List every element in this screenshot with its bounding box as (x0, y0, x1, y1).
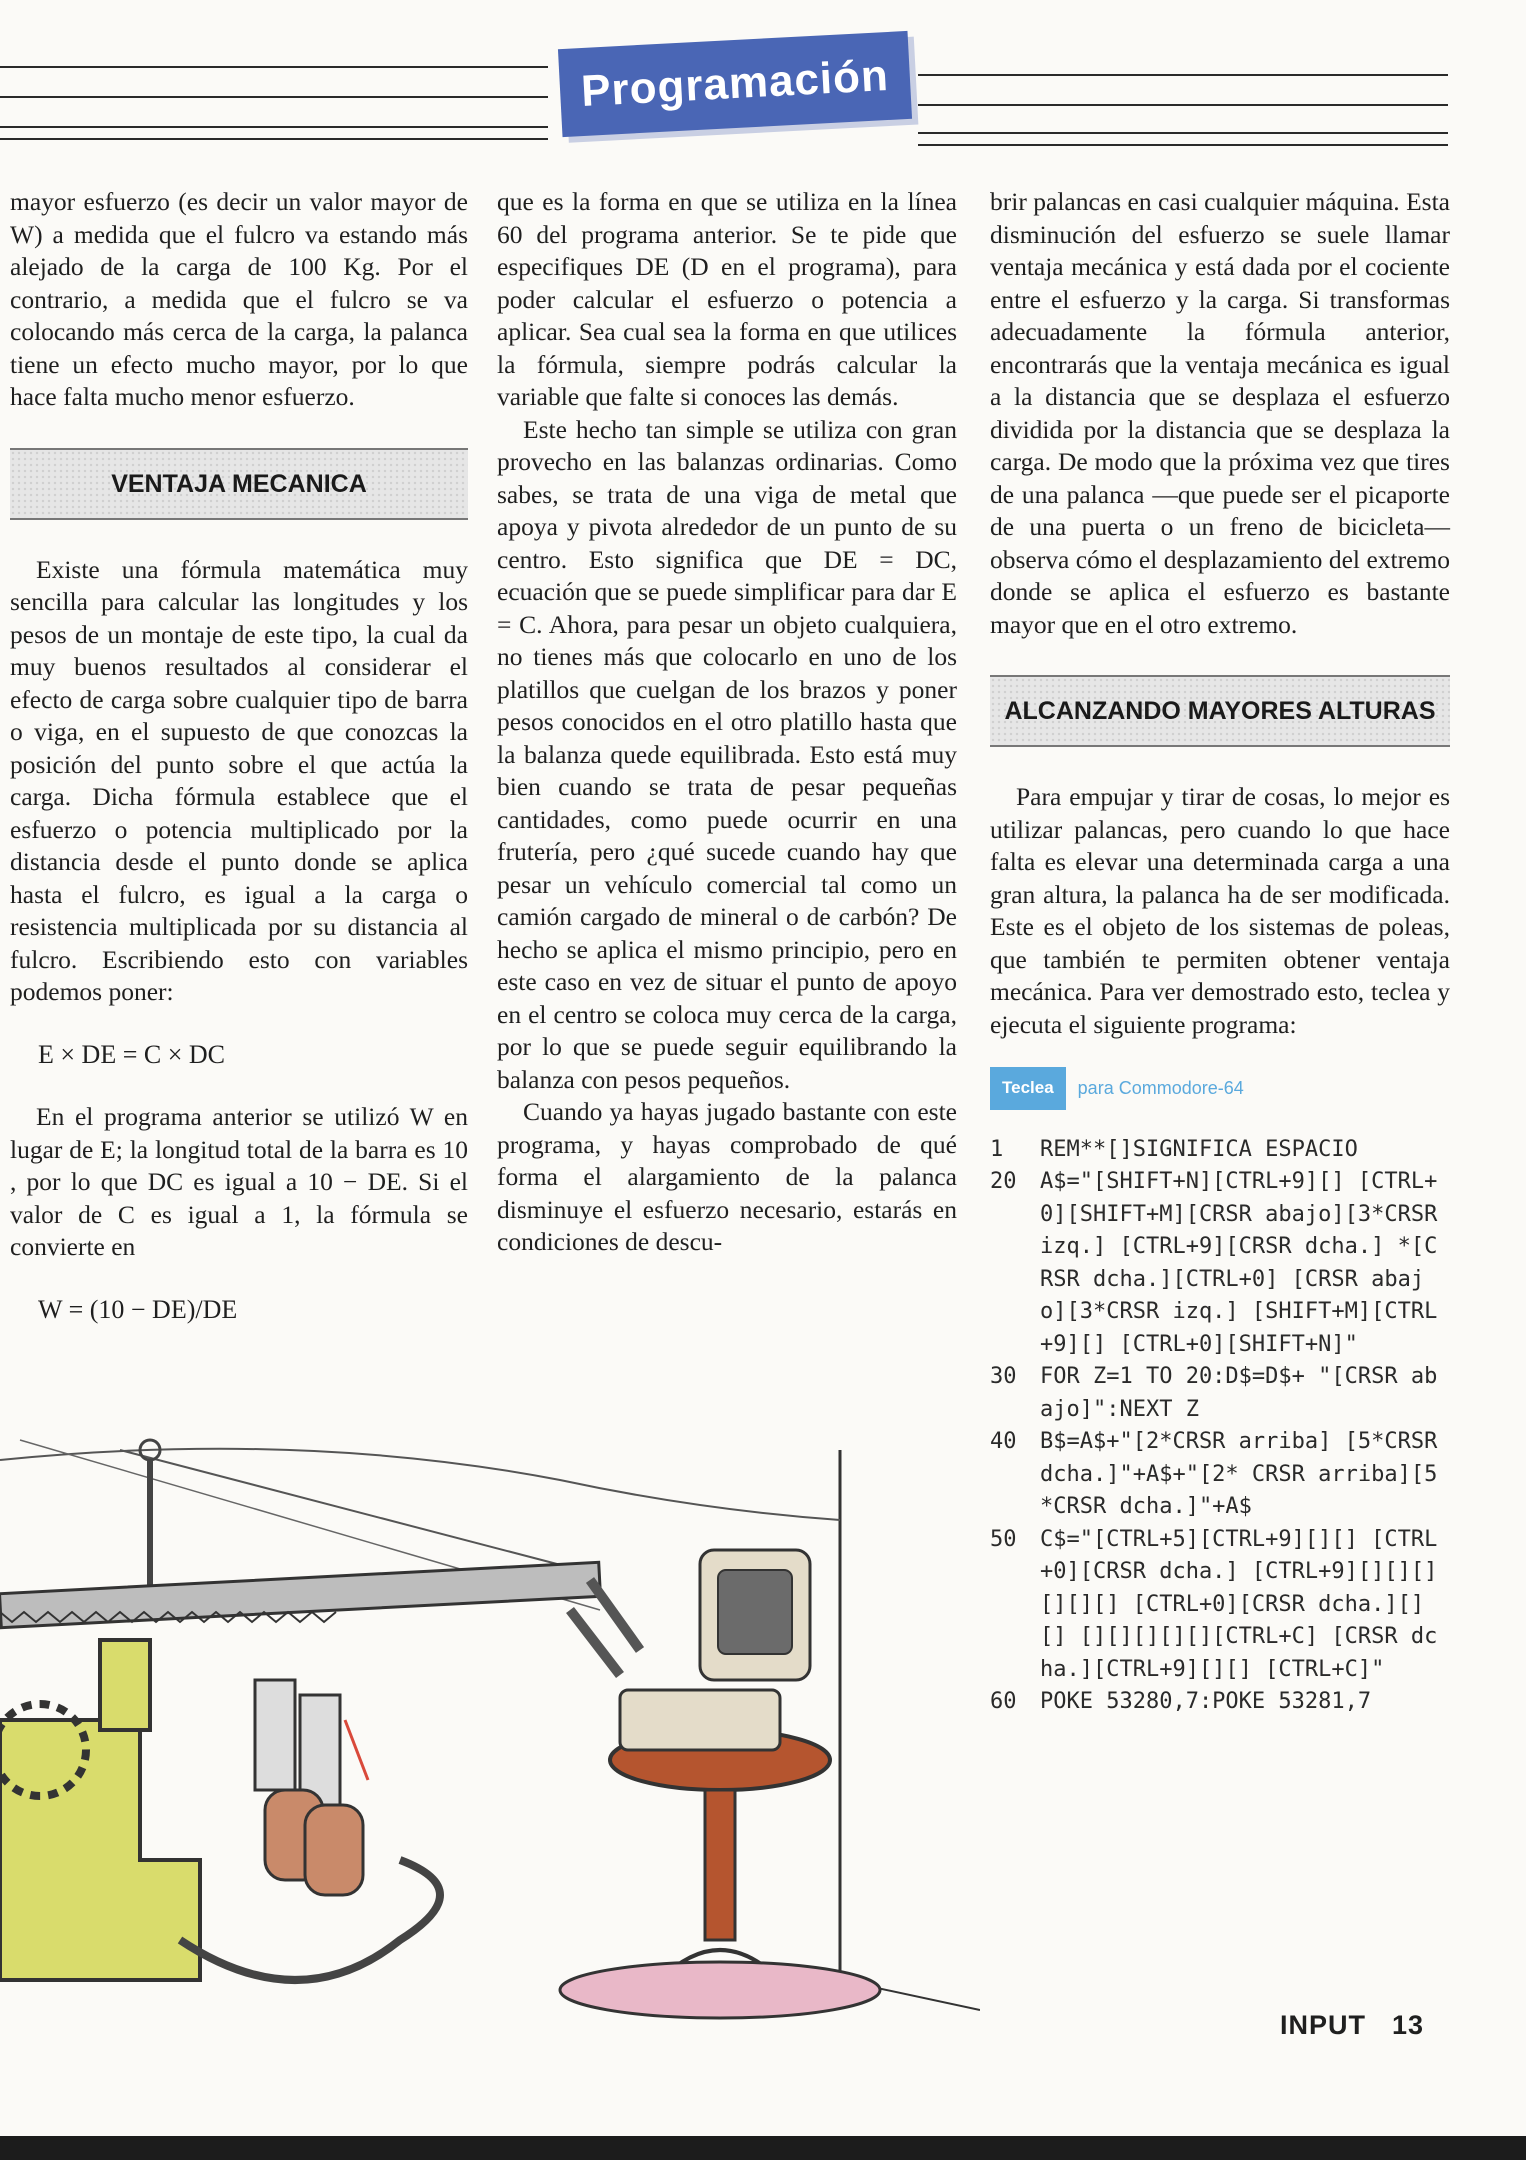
code-line-number: 30 (990, 1364, 1017, 1389)
section-badge (558, 31, 912, 137)
code-line (990, 1686, 1450, 1719)
magazine-name: INPUT (1280, 2010, 1366, 2040)
code-line-number: 20 (990, 1169, 1017, 1194)
formula: E × DE = C × DC (38, 1039, 225, 1069)
code-line-text: FOR Z=1 TO 20:D$=D$+ "[CRSR abajo]":NEXT Z (1040, 1364, 1438, 1422)
section-title: Programación (579, 50, 890, 117)
paragraph: brir palancas en casi cualquier máquina. Esta disminución del esfuerzo se suele llamar ventaja mecánica y está dada por el cociente entre el esfuerzo y la carga. Si transformas adecuadamente la fórmula anterior, encontrarás que la ventaja mecánica es igual a la distancia que se desplaza el esfuerzo dividida por la distancia que se desplaza la carga. De modo que la próxima vez que tires de una palanca —que puede ser el picaporte de una puerta o un freno de bicicleta— observa cómo el desplazamiento del extremo donde se aplica el esfuerzo es bastante mayor que en el otro extremo. (990, 187, 1450, 639)
tag-label: Teclea (990, 1067, 1066, 1110)
code-line-number: 1 (990, 1136, 1004, 1162)
header-rule (918, 74, 1448, 76)
program-tag (990, 1067, 1450, 1110)
machine-body (0, 1720, 200, 1980)
code-line (990, 1134, 1450, 1167)
section-heading-alturas: ALCANZANDO MAYORES ALTURAS (990, 675, 1450, 747)
code-line (990, 1426, 1450, 1524)
code-line (990, 1166, 1450, 1361)
header-rule (0, 126, 548, 128)
page-number: 13 (1392, 2010, 1425, 2040)
page-footer (1280, 2010, 1424, 2041)
code-line-text: C$="[CTRL+5][CTRL+9][][] [CTRL+0][CRSR dcha.] [CTRL+9][][][][][][] [CTRL+0][CRSR dcha.][][] [][][][][][CTRL+C] [CRSR dcha.][CTRL+9][][] [CTRL+C]" (1040, 1526, 1438, 1682)
formula: W = (10 − DE)/DE (38, 1294, 238, 1324)
code-line-text: A$="[SHIFT+N][CTRL+9][] [CTRL+0][SHIFT+M][CRSR abajo][3*CRSR izq.] [CTRL+9][CRSR dcha.] *[CRSR dcha.][CTRL+0] [CRSR abajo][3*CRSR izq.] [SHIFT+M][CTRL+9][] [CTRL+0][SHIFT+N]" (1040, 1169, 1451, 1357)
monitor-screen (718, 1570, 792, 1654)
paragraph: mayor esfuerzo (es decir un valor mayor de W) a medida que el fulcro va estando más alejado de la carga de 100 Kg. Por el contrario, a medida que el fulcro se va colocando más cerca de la carga, la palanca tiene un efecto mucho mayor, por lo que hace falta mucho menor esfuerzo. (10, 187, 468, 411)
section-heading-ventaja: VENTAJA MECANICA (10, 448, 468, 520)
page-edge (0, 2136, 1526, 2160)
weight (305, 1805, 363, 1895)
header-rule (0, 96, 548, 98)
spring (255, 1680, 295, 1790)
paragraph: que es la forma en que se utiliza en la línea 60 del programa anterior. Se te pide que especifiques DE (D en el programa), para poder calcular el esfuerzo o potencia a aplicar. Sea cual sea la forma en que utilices la fórmula, siempre podrás calcular la variable que falte si conoces las demás. (497, 187, 957, 411)
code-line-text: B$=A$+"[2*CRSR arriba] [5*CRSR dcha.]"+A$+"[2* CRSR arriba][5*CRSR dcha.]"+A$ (1040, 1429, 1451, 1519)
code-line-number: 50 (990, 1526, 1017, 1552)
code-line-text: REM**[]SIGNIFICA ESPACIO (1040, 1136, 1358, 1162)
header-rule (918, 144, 1448, 146)
paragraph: Existe una fórmula matemática muy sencilla para calcular las longitudes y los pesos de un montaje de este tipo, la cual da muy buenos resultados al considerar el efecto de carga sobre cualquier tipo de barra o viga, en el supuesto de que conozcas la posición del punto sobre el que actúa la carga. Dicha fórmula establece que el esfuerzo o potencia multiplicado por la distancia desde el punto donde se aplica hasta el fulcro, es igual a la carga o resistencia multiplicada por su distancia al fulcro. Escribiendo esto con variables podemos poner: (10, 554, 468, 1006)
movement-arrow (345, 1720, 368, 1780)
wire (120, 1450, 580, 1570)
spring (300, 1695, 340, 1805)
code-line (990, 1524, 1450, 1687)
code-line-text: POKE 53280,7:POKE 53281,7 (1040, 1689, 1372, 1714)
column-3 (990, 186, 1450, 1719)
header-rule (918, 132, 1448, 134)
code-line-number: 60 (990, 1689, 1017, 1714)
lever-machine-illustration (0, 1420, 980, 2060)
table-leg (705, 1790, 735, 1940)
paragraph: En el programa anterior se utilizó W en lugar de E; la longitud total de la barra es 10 , por lo que DC es igual a 10 − DE. Si el valor de C es igual a 1, la fórmula se convierte en (10, 1102, 468, 1261)
code-line (990, 1361, 1450, 1426)
rug (560, 1962, 880, 2018)
fulcrum-post (100, 1640, 150, 1730)
computer-keyboard (620, 1690, 780, 1750)
code-line-number: 40 (990, 1429, 1017, 1454)
header-rule (918, 104, 1448, 106)
tag-platform: para Commodore-64 (1077, 1078, 1244, 1098)
header-rule (0, 138, 548, 140)
wire (0, 1449, 840, 1520)
header-rule (0, 66, 548, 68)
code-listing (990, 1134, 1450, 1719)
paragraph: Para empujar y tirar de cosas, lo mejor es utilizar palancas, pero cuando lo que hace falta es elevar una determinada carga a una gran altura, la palanca ha de ser modificada. Este es el objeto de los sistemas de poleas, que también te permiten obtener ventaja mecánica. Para ver demostrado esto, teclea y ejecuta el siguiente programa: (990, 782, 1450, 1039)
paragraph: Este hecho tan simple se utiliza con gran provecho en las balanzas ordinarias. Como sabes, se trata de una viga de metal que apoya y pivota alrededor de un punto de su centro. Esto significa que DE = DC, ecuación que se puede simplificar para dar E = C. Ahora, para pesar un objeto cualquiera, no tienes más que colocarlo en uno de los platillos que cuelgan de los brazos y poner pesos conocidos en el otro platillo hasta que la balanza quede equilibrada. Esto está muy bien cuando se trata de pesar pequeñas cantidades, como puede ocurrir en una frutería, pero ¿qué sucede cuando hay que pesar un vehículo comercial tal como un camión cargado de mineral o de carbón? De hecho se aplica el mismo principio, pero en este caso en vez de situar el punto de apoyo en el centro se coloca muy cerca de la carga, por lo que se puede seguir equilibrando la balanza con pesos pequeños. (497, 414, 957, 1094)
column-1 (10, 186, 468, 1356)
column-2 (497, 186, 957, 1259)
paragraph: Cuando ya hayas jugado bastante con este programa, y hayas comprobado de qué forma el alargamiento de la palanca disminuye el esfuerzo necesario, estarás en condiciones de descu- (497, 1097, 957, 1256)
